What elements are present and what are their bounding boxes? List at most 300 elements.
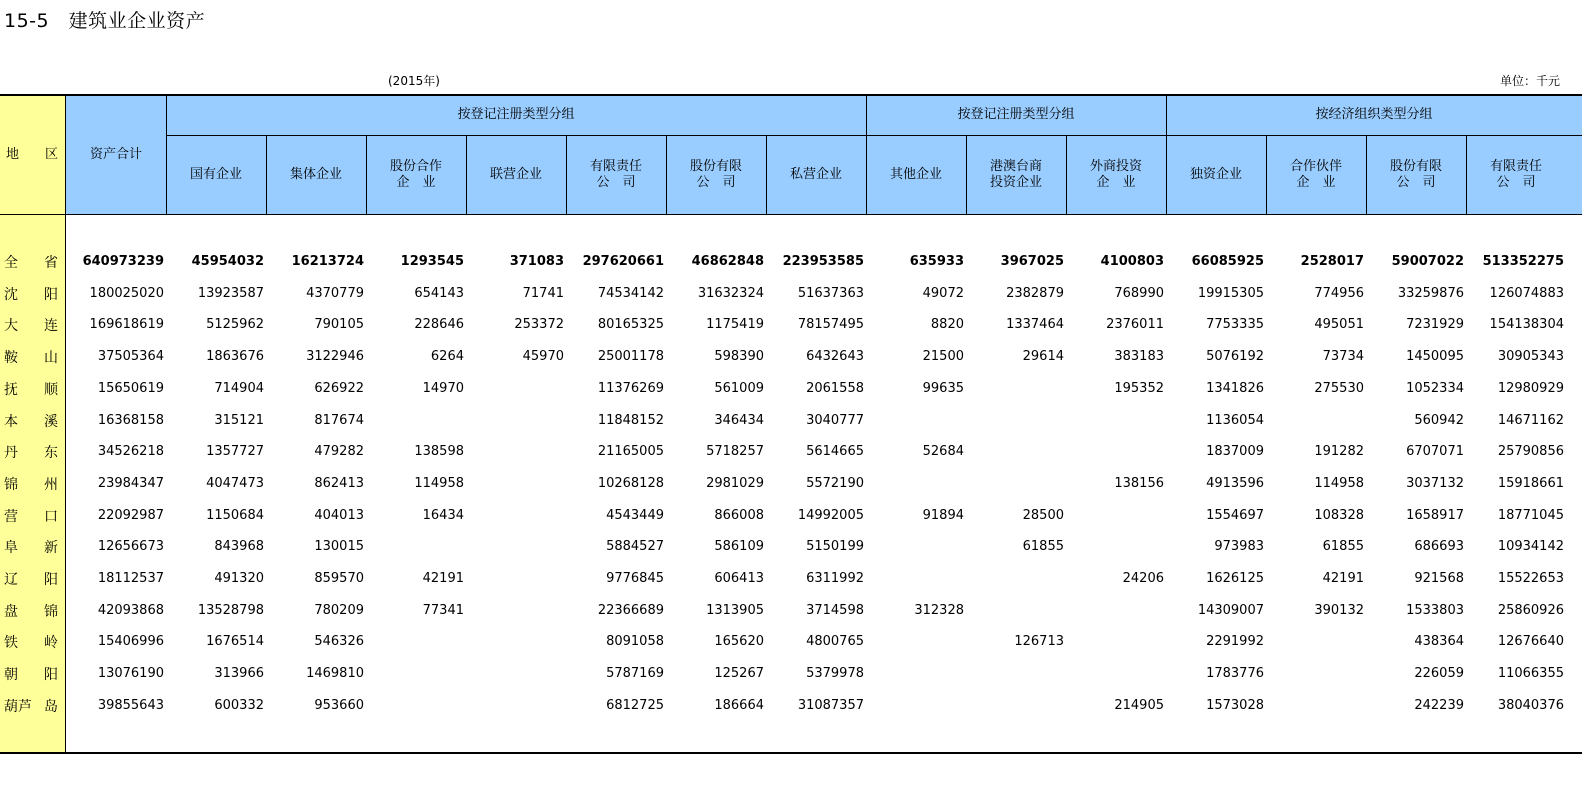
table-cell — [866, 632, 966, 652]
table-cell: 114958 — [1314, 475, 1364, 491]
table-cell — [466, 411, 566, 431]
table-cell: 30905343 — [1497, 349, 1564, 365]
table-cell: 13528798 — [197, 602, 264, 618]
table-cell: 108328 — [1314, 507, 1364, 523]
table-cell — [966, 601, 1066, 621]
row-region-label — [0, 537, 66, 557]
region-name-part: 锦 — [4, 476, 18, 493]
table-cell: 953660 — [314, 697, 364, 713]
region-name-part: 丹 — [4, 445, 18, 462]
table-cell: 114958 — [414, 475, 464, 491]
region-name-part: 溪 — [44, 413, 58, 430]
table-cell — [1266, 411, 1366, 431]
table-cell: 39855643 — [97, 697, 164, 713]
table-cell: 22092987 — [97, 507, 164, 523]
table-cell: 5884527 — [606, 539, 664, 555]
table-cell: 33259876 — [1397, 285, 1464, 301]
table-cell: 242239 — [1414, 697, 1464, 713]
row-region-label — [0, 347, 66, 367]
region-name-part: 鞍 — [4, 350, 18, 367]
table-cell: 560942 — [1414, 412, 1464, 428]
column-header — [1366, 135, 1466, 214]
table-cell — [1066, 664, 1166, 684]
table-cell: 1337464 — [1006, 317, 1064, 333]
column-header-line: 公 司 — [596, 174, 636, 190]
table-cell: 18771045 — [1497, 507, 1564, 523]
region-name-part: 东 — [44, 445, 58, 462]
table-cell: 5150199 — [806, 539, 864, 555]
column-header — [266, 135, 366, 214]
column-header-line: 企 业 — [1296, 174, 1336, 190]
region-name-part: 口 — [44, 508, 58, 525]
region-name-part: 本 — [4, 413, 18, 430]
region-name-part: 大 — [4, 318, 18, 335]
table-cell — [466, 379, 566, 399]
table-cell: 491320 — [214, 571, 264, 586]
table-cell — [466, 664, 566, 684]
row-region-label — [0, 632, 66, 652]
table-cell: 315121 — [214, 412, 264, 428]
column-header-line: 企 业 — [1096, 174, 1136, 190]
table-cell: 768990 — [1114, 285, 1164, 301]
region-name-part: 锦 — [44, 603, 58, 620]
table-cell: 16434 — [422, 507, 464, 523]
table-cell: 31632324 — [697, 285, 764, 301]
row-region-label — [0, 664, 66, 684]
table-cell: 404013 — [314, 507, 364, 523]
table-cell: 5787169 — [606, 666, 664, 682]
table-cell — [366, 696, 466, 716]
region-name-part: 山 — [44, 350, 58, 367]
region-name-part: 阳 — [44, 572, 58, 588]
table-cell: 438364 — [1414, 634, 1464, 650]
table-cell: 10934142 — [1497, 539, 1564, 555]
region-name-part: 新 — [44, 540, 58, 557]
table-cell — [466, 569, 566, 589]
table-cell: 37505364 — [97, 349, 164, 365]
table-cell: 15650619 — [97, 380, 164, 396]
column-header — [1166, 135, 1266, 214]
table-cell — [866, 474, 966, 494]
table-cell: 3040777 — [806, 412, 864, 428]
header-total: 资产合计 — [89, 147, 142, 162]
table-cell: 195352 — [1114, 380, 1164, 396]
table-cell: 11848152 — [597, 412, 664, 428]
table-cell: 6707071 — [1406, 444, 1464, 460]
table-cell: 223953585 — [782, 254, 864, 269]
table-cell: 28500 — [1022, 507, 1064, 523]
column-divider — [666, 135, 667, 214]
table-cell: 186664 — [714, 697, 764, 713]
table-cell — [366, 411, 466, 431]
column-header-line: 外商投资 — [1089, 158, 1142, 174]
table-cell: 12676640 — [1497, 634, 1564, 650]
table-cell: 2291992 — [1206, 634, 1264, 650]
table-cell: 42191 — [1322, 571, 1364, 586]
table-cell: 5718257 — [706, 444, 764, 460]
row-region-label — [0, 284, 66, 304]
table-cell: 253372 — [514, 317, 564, 333]
table-cell: 1052334 — [1406, 380, 1464, 396]
table-cell — [866, 696, 966, 716]
table-cell: 7231929 — [1406, 317, 1464, 333]
table-cell: 346434 — [714, 412, 764, 428]
row-region-label — [0, 601, 66, 621]
table-cell: 546326 — [314, 634, 364, 650]
region-name-part: 顺 — [44, 381, 58, 398]
table-cell: 15522653 — [1497, 571, 1564, 586]
table-cell — [1266, 632, 1366, 652]
table-cell — [466, 474, 566, 494]
table-cell: 866008 — [714, 507, 764, 523]
column-header-line: 股份有限 — [689, 158, 742, 174]
table-cell — [966, 411, 1066, 431]
table-cell: 74534142 — [597, 285, 664, 301]
table-cell: 6264 — [430, 349, 464, 365]
column-header — [166, 135, 266, 214]
table-cell: 495051 — [1314, 317, 1364, 333]
table-cell: 80165325 — [597, 317, 664, 333]
column-header-line: 有限责任 — [589, 158, 642, 174]
table-cell — [1066, 506, 1166, 526]
column-header — [1066, 135, 1166, 214]
table-cell: 3714598 — [806, 602, 864, 618]
table-cell: 14671162 — [1497, 412, 1564, 428]
column-divider — [1466, 135, 1467, 214]
table-cell: 5572190 — [806, 475, 864, 491]
table-cell: 42093868 — [97, 602, 164, 618]
table-cell: 14309007 — [1197, 602, 1264, 618]
table-cell: 21500 — [922, 349, 964, 365]
table-cell: 16368158 — [97, 412, 164, 428]
table-cell: 862413 — [314, 475, 364, 491]
region-name-part: 阳 — [44, 667, 58, 684]
column-header — [966, 135, 1066, 214]
table-cell: 1533803 — [1406, 602, 1464, 618]
table-cell: 13923587 — [197, 285, 264, 301]
table-cell: 59007022 — [1391, 254, 1464, 269]
table-cell — [366, 664, 466, 684]
row-region-label — [0, 315, 66, 335]
group-divider — [866, 95, 867, 214]
table-cell — [866, 411, 966, 431]
table-cell: 1783776 — [1206, 666, 1264, 682]
row-region-label — [0, 696, 66, 716]
column-header — [466, 135, 566, 214]
table-cell: 843968 — [214, 539, 264, 555]
table-cell: 973983 — [1214, 539, 1264, 555]
table-cell: 859570 — [314, 571, 364, 586]
year-note: (2015年) — [388, 74, 440, 88]
table-cell: 1450095 — [1406, 349, 1464, 365]
table-cell: 297620661 — [582, 254, 664, 269]
table-cell: 635933 — [909, 254, 964, 269]
table-cell: 371083 — [509, 254, 564, 269]
column-header — [866, 135, 966, 214]
table-cell: 154138304 — [1489, 317, 1564, 333]
table-bottom-border — [0, 752, 1582, 754]
region-name-part: 省 — [44, 255, 58, 271]
table-cell — [466, 696, 566, 716]
table-cell: 4800765 — [806, 634, 864, 650]
table-cell: 12656673 — [97, 539, 164, 555]
table-cell: 24206 — [1122, 571, 1164, 586]
table-cell — [466, 442, 566, 462]
table-cell: 15918661 — [1497, 475, 1564, 491]
table-cell: 6311992 — [806, 571, 864, 586]
row-region-label — [0, 506, 66, 526]
table-cell: 14992005 — [797, 507, 864, 523]
table-cell — [966, 696, 1066, 716]
header-group-economic: 按经济组织类型分组 — [1315, 107, 1433, 122]
region-name-part: 辽 — [4, 572, 18, 588]
table-cell: 774956 — [1314, 285, 1364, 301]
table-cell: 5076192 — [1206, 349, 1264, 365]
table-cell: 31087357 — [797, 697, 864, 713]
table-cell: 383183 — [1114, 349, 1164, 365]
table-cell: 8091058 — [606, 634, 664, 650]
table-cell: 2528017 — [1300, 254, 1364, 269]
table-cell — [1066, 537, 1166, 557]
table-cell — [466, 632, 566, 652]
table-cell — [966, 569, 1066, 589]
table-cell: 29614 — [1022, 349, 1064, 365]
table-cell: 1554697 — [1206, 507, 1264, 523]
table-cell: 25860926 — [1497, 602, 1564, 618]
table-cell: 7753335 — [1206, 317, 1264, 333]
table-cell: 5379978 — [806, 666, 864, 682]
column-header — [766, 135, 866, 214]
table-cell: 228646 — [414, 317, 464, 333]
table-cell: 191282 — [1314, 444, 1364, 460]
region-name-part: 铁 — [4, 635, 18, 652]
table-cell: 5125962 — [206, 317, 264, 333]
table-cell: 626922 — [314, 380, 364, 396]
region-name-part: 州 — [44, 476, 58, 493]
table-cell: 1469810 — [306, 666, 364, 682]
table-cell: 606413 — [714, 571, 764, 586]
row-region-label — [0, 474, 66, 494]
table-cell: 126713 — [1014, 634, 1064, 650]
table-cell: 1863676 — [206, 349, 264, 365]
table-cell: 71741 — [522, 285, 564, 301]
table-cell: 46862848 — [691, 254, 764, 269]
table-cell: 4047473 — [206, 475, 264, 491]
region-name-part: 连 — [44, 318, 58, 335]
table-cell: 312328 — [914, 602, 964, 618]
unit-note: 单位：千元 — [1500, 74, 1561, 88]
column-header-line: 港澳台商 — [989, 158, 1042, 174]
table-cell: 561009 — [714, 380, 764, 396]
column-divider — [1266, 135, 1267, 214]
group-divider — [1166, 95, 1167, 214]
table-cell: 586109 — [714, 539, 764, 555]
table-cell: 99635 — [922, 380, 964, 396]
row-region-label — [0, 442, 66, 462]
table-cell: 4100803 — [1100, 254, 1164, 269]
table-cell: 45970 — [522, 349, 564, 365]
table-cell: 125267 — [714, 666, 764, 682]
row-region-label — [0, 411, 66, 431]
table-cell: 11376269 — [597, 380, 664, 396]
table-cell: 654143 — [414, 285, 464, 301]
table-cell: 11066355 — [1497, 666, 1564, 682]
table-cell: 1573028 — [1206, 697, 1264, 713]
table-cell: 8820 — [930, 317, 964, 333]
table-cell: 1293545 — [400, 254, 464, 269]
region-name-part: 盘 — [4, 603, 18, 620]
table-cell — [466, 537, 566, 557]
table-cell: 22366689 — [597, 602, 664, 618]
column-divider — [1366, 135, 1367, 214]
table-cell — [1066, 601, 1166, 621]
table-cell: 513352275 — [1482, 254, 1564, 269]
column-divider — [466, 135, 467, 214]
table-cell — [966, 664, 1066, 684]
table-cell — [866, 569, 966, 589]
table-cell: 42191 — [422, 571, 464, 586]
table-cell — [1266, 696, 1366, 716]
header-region: 地 区 — [6, 146, 59, 162]
column-header — [666, 135, 766, 214]
column-header-line: 股份有限 — [1389, 158, 1442, 174]
table-cell: 10268128 — [597, 475, 664, 491]
table-cell: 126074883 — [1489, 285, 1564, 301]
table-top-border — [0, 94, 1582, 96]
table-cell: 2382879 — [1006, 285, 1064, 301]
table-cell: 1150684 — [206, 507, 264, 523]
table-cell: 15406996 — [97, 634, 164, 650]
header-group-registration: 按登记注册类型分组 — [457, 107, 575, 122]
column-header — [366, 135, 466, 214]
table-cell — [966, 379, 1066, 399]
table-cell: 73734 — [1322, 349, 1364, 365]
table-cell: 1837009 — [1206, 444, 1264, 460]
table-cell: 390132 — [1314, 602, 1364, 618]
region-name-part: 沈 — [4, 286, 18, 303]
table-cell: 52684 — [922, 444, 964, 460]
table-cell: 5614665 — [806, 444, 864, 460]
table-cell: 38040376 — [1497, 697, 1564, 713]
table-cell: 598390 — [714, 349, 764, 365]
table-cell: 13076190 — [97, 666, 164, 682]
table-cell: 275530 — [1314, 380, 1364, 396]
table-cell: 18112537 — [97, 571, 164, 586]
column-divider — [1066, 135, 1067, 214]
table-cell: 180025020 — [89, 285, 164, 301]
table-cell: 21165005 — [597, 444, 664, 460]
table-cell: 49072 — [922, 285, 964, 301]
table-cell — [366, 537, 466, 557]
table-cell: 77341 — [422, 602, 464, 618]
table-cell: 165620 — [714, 634, 764, 650]
table-cell: 1313905 — [706, 602, 764, 618]
table-cell: 6812725 — [606, 697, 664, 713]
column-header — [566, 135, 666, 214]
table-cell: 14970 — [422, 380, 464, 396]
table-cell — [1066, 411, 1166, 431]
table-cell: 2376011 — [1106, 317, 1164, 333]
table-cell: 2061558 — [806, 380, 864, 396]
table-cell: 169618619 — [89, 317, 164, 333]
table-cell: 138598 — [414, 444, 464, 460]
table-cell: 3037132 — [1406, 475, 1464, 491]
column-header-line: 集体企业 — [289, 166, 342, 182]
table-cell — [1266, 664, 1366, 684]
column-header-line: 公 司 — [696, 174, 736, 190]
region-name-part: 岭 — [44, 635, 58, 652]
region-name-part: 阜 — [4, 540, 18, 557]
table-cell: 4543449 — [606, 507, 664, 523]
column-header-line: 联营企业 — [489, 166, 542, 182]
table-cell: 780209 — [314, 602, 364, 618]
table-cell: 790105 — [314, 317, 364, 333]
region-name-part: 葫芦 — [4, 698, 32, 715]
table-cell: 12980929 — [1497, 380, 1564, 396]
column-divider — [266, 135, 267, 214]
column-header-line: 私营企业 — [789, 166, 842, 182]
table-cell — [466, 601, 566, 621]
header-group-registration-2: 按登记注册类型分组 — [957, 107, 1075, 122]
column-header-line: 股份合作 — [389, 158, 442, 174]
table-cell: 3122946 — [306, 349, 364, 365]
column-header-line: 公 司 — [1496, 174, 1536, 190]
table-cell: 1658917 — [1406, 507, 1464, 523]
table-cell: 23984347 — [97, 475, 164, 491]
header-mid-line — [166, 135, 1582, 136]
region-name-part: 岛 — [44, 698, 58, 715]
table-cell: 25001178 — [597, 349, 664, 365]
table-cell: 51637363 — [797, 285, 864, 301]
table-cell — [1066, 442, 1166, 462]
table-cell: 714904 — [214, 380, 264, 396]
column-divider — [966, 135, 967, 214]
column-header — [1466, 135, 1566, 214]
column-divider — [766, 135, 767, 214]
table-cell: 138156 — [1114, 475, 1164, 491]
column-header-line: 公 司 — [1396, 174, 1436, 190]
column-header-line: 合作伙伴 — [1289, 158, 1342, 174]
table-cell: 61855 — [1322, 539, 1364, 555]
column-divider — [366, 135, 367, 214]
table-cell: 3967025 — [1000, 254, 1064, 269]
table-cell: 45954032 — [191, 254, 264, 269]
table-cell: 921568 — [1414, 571, 1464, 586]
table-cell: 313966 — [214, 666, 264, 682]
table-cell: 78157495 — [797, 317, 864, 333]
column-header-line: 国有企业 — [189, 166, 242, 182]
table-cell: 25790856 — [1497, 444, 1564, 460]
table-cell: 1175419 — [706, 317, 764, 333]
table-cell: 6432643 — [806, 349, 864, 365]
table-cell: 16213724 — [291, 254, 364, 269]
region-name-part: 营 — [4, 508, 18, 525]
table-cell: 91894 — [922, 507, 964, 523]
table-cell: 2981029 — [706, 475, 764, 491]
header-bottom-line — [0, 214, 1582, 215]
table-cell: 817674 — [314, 412, 364, 428]
table-cell — [1066, 632, 1166, 652]
table-cell: 130015 — [314, 539, 364, 555]
column-divider — [566, 135, 567, 214]
column-header-line: 独资企业 — [1189, 166, 1242, 182]
region-name-part: 全 — [4, 255, 18, 271]
table-cell: 1136054 — [1206, 412, 1264, 428]
page-title: 15-5 建筑业企业资产 — [4, 10, 206, 32]
table-cell — [866, 537, 966, 557]
region-name-part: 朝 — [4, 667, 18, 684]
table-cell: 214905 — [1114, 697, 1164, 713]
